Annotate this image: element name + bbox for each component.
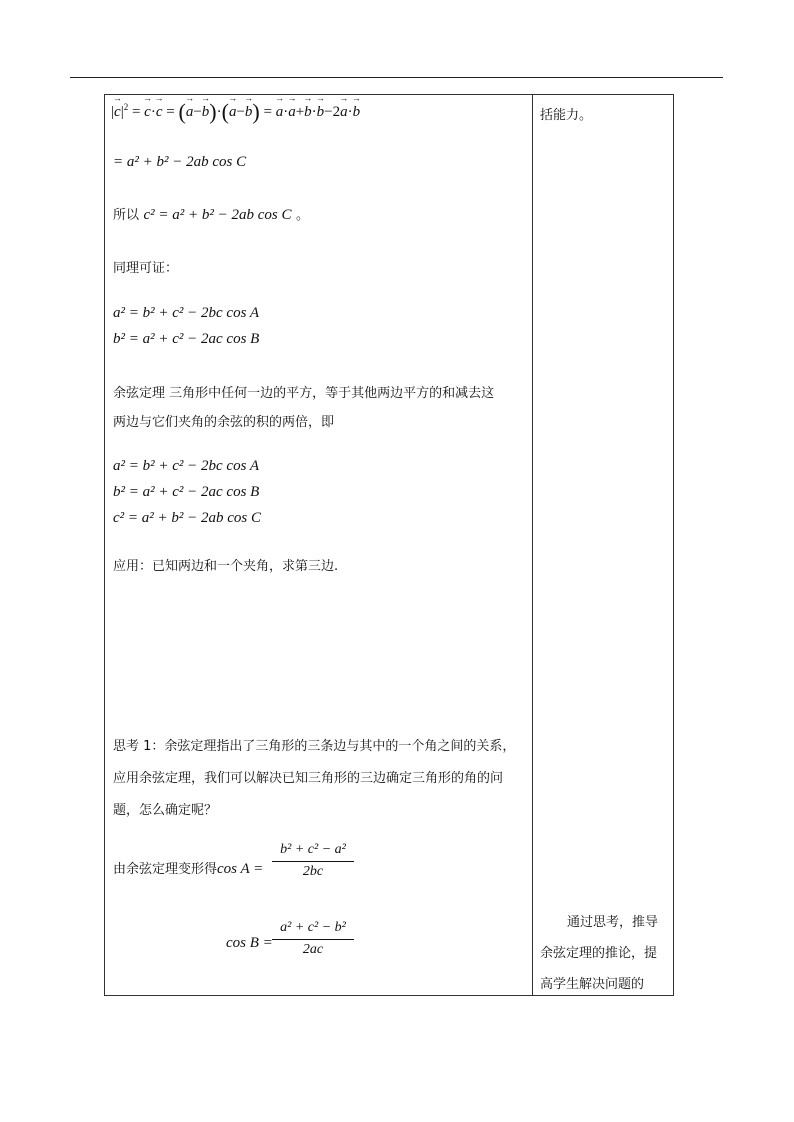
cos-a-numerator: b² + c² − a² — [280, 842, 346, 857]
proof-equation-a: a² = b² + c² − 2bc cos A — [113, 305, 260, 321]
vector-identity-equation: |→ $c|^2$ = → c·→ c = (→ a−→ b)·(→ a−→ b) = → a·→ a+→ b·→ b−2→ a·→ b — [111, 104, 360, 121]
law-equation-b: b² = a² + c² − 2ac cos B — [113, 484, 260, 500]
table-column-divider — [532, 94, 533, 996]
vector-identity-result: = a² + b² − 2ab cos C — [113, 154, 247, 170]
law-equation-a: a² = b² + c² − 2bc cos A — [113, 458, 260, 474]
conclusion-prefix: 所以 — [113, 208, 140, 223]
think-question-line3: 题，怎么确定呢？ — [113, 803, 218, 818]
think-question-line2: 应用余弦定理，我们可以解决已知三角形的三边确定三角形的角的问 — [113, 771, 504, 786]
cos-a-denominator: 2bc — [302, 864, 324, 879]
side-note-line1: 通过思考，推导 — [567, 915, 659, 930]
proof-equation-b: b² = a² + c² − 2ac cos B — [113, 331, 260, 347]
side-note-line3: 高学生解决问题的 — [540, 977, 645, 992]
cos-a-lhs: cos A = — [217, 861, 264, 877]
think-question-line1: 思考 1：余弦定理指出了三角形的三条边与其中的一个角之间的关系， — [113, 739, 516, 754]
cos-b-denominator: 2ac — [302, 942, 324, 957]
side-note-line2: 余弦定理的推论，提 — [540, 946, 658, 961]
law-of-cosines-statement-line2: 两边与它们夹角的余弦的积的两倍，即 — [113, 415, 335, 430]
application-text: 应用：已知两边和一个夹角，求第三边. — [113, 559, 339, 574]
conclusion-line — [113, 204, 309, 224]
cos-b-numerator: a² + c² − b² — [280, 920, 346, 935]
page-header-rule — [70, 77, 723, 78]
cos-b-lhs: cos B = — [226, 935, 273, 951]
cos-a-formula — [113, 858, 263, 878]
law-equation-c: c² = a² + b² − 2ab cos C — [113, 510, 262, 526]
derive-prefix: 由余弦定理变形得 — [113, 862, 218, 877]
cos-b-fraction — [272, 920, 354, 958]
law-of-cosines-statement-line1: 余弦定理 三角形中任何一边的平方，等于其他两边平方的和减去这 — [113, 386, 495, 401]
cos-a-fraction — [272, 842, 354, 880]
conclusion-equation: c² = a² + b² − 2ab cos C — [143, 207, 292, 223]
conclusion-suffix: 。 — [295, 208, 309, 223]
side-note-top: 括能力。 — [540, 108, 593, 123]
similarly-text: 同理可证： — [113, 261, 179, 276]
